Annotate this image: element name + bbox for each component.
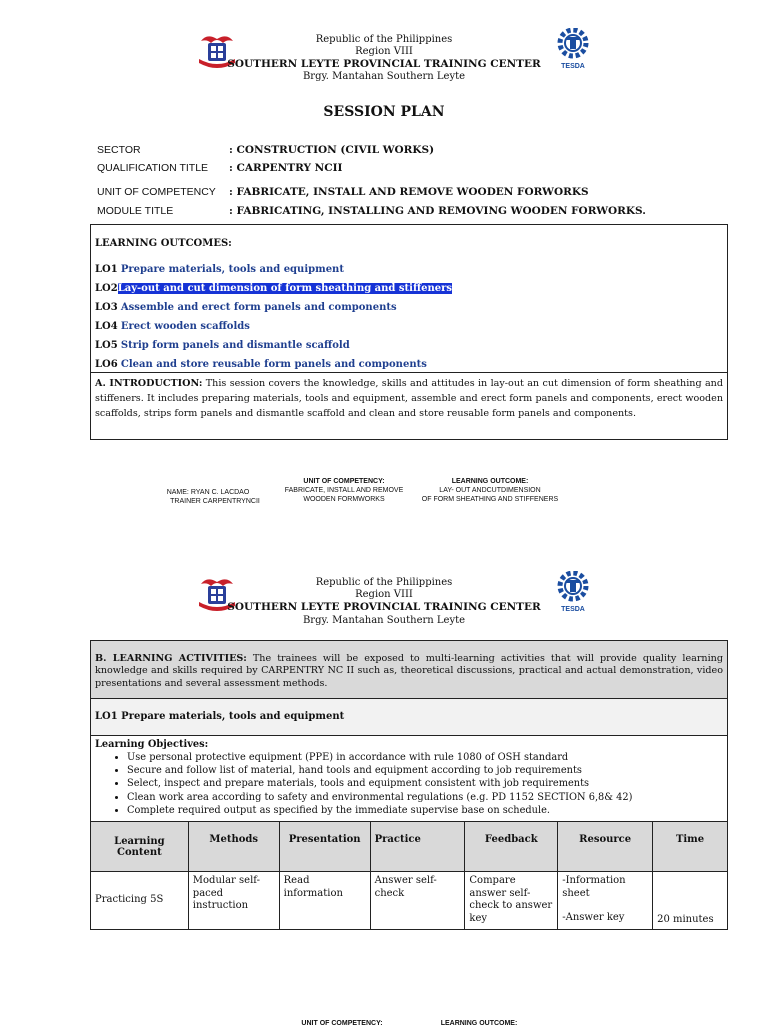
learning-activities-label: B. LEARNING ACTIVITIES: — [95, 653, 247, 664]
cell-methods: Modular self-paced instruction — [188, 872, 279, 930]
objective-item: • Select, inspect and prepare materials, tools and equipment consistent with job requirements — [127, 777, 632, 790]
cell-time: 20 minutes — [653, 872, 728, 930]
tesda-logo — [553, 571, 593, 613]
lo-code: LO2 — [95, 283, 118, 294]
lo-text: Assemble and erect form panels and components — [120, 302, 397, 313]
footer-lo-line1: LAY- OUT ANDCUTDIMENSION — [439, 487, 541, 494]
objective-item: • Use personal protective equipment (PPE) in accordance with rule 1080 of OSH standard — [127, 751, 632, 764]
col-time: Time — [653, 822, 728, 872]
header-address: Brgy. Mantahan Southern Leyte — [302, 615, 466, 626]
introduction-paragraph — [95, 376, 723, 422]
table-header-row — [91, 822, 728, 872]
cell-resource — [558, 872, 653, 930]
lo-text: Clean and store reusable form panels and components — [120, 359, 427, 370]
meta-sector — [97, 144, 434, 157]
lo-text: Prepare materials, tools and equipment — [120, 264, 344, 275]
meta-value: : CARPENTRY NCII — [229, 162, 343, 174]
lo-item-5 — [95, 339, 350, 352]
lo-code: LO5 — [95, 340, 118, 351]
lo-item-3 — [95, 301, 397, 314]
lo-code: LO3 — [95, 302, 118, 313]
meta-value: : FABRICATE, INSTALL AND REMOVE WOODEN FORWORKS — [229, 186, 589, 198]
footer2-uoc-label: UNIT OF COMPETENCY: — [301, 1020, 383, 1027]
objective-item: • Complete required output as specified by the immediate supervise base on schedule. — [127, 804, 632, 817]
header-center-name: SOUTHERN LEYTE PROVINCIAL TRAINING CENTER — [227, 58, 541, 70]
header-address: Brgy. Mantahan Southern Leyte — [302, 71, 466, 82]
lo-code: LO1 — [95, 264, 118, 275]
meta-value: : CONSTRUCTION (CIVIL WORKS) — [229, 144, 435, 156]
introduction-text: This session covers the knowledge, skills and attitudes in lay-out an cut dimension of form sheathing and stiffeners. It includes preparing materials, tools and equipment, assemble and erect form panels and components, erect wooden scaffolds, strips form panels and dismantle scaffold and clean and store reusable form panels and components. — [95, 378, 723, 420]
header-center-name: SOUTHERN LEYTE PROVINCIAL TRAINING CENTER — [227, 601, 541, 613]
lo-item-6 — [95, 358, 427, 371]
lo-text: Erect wooden scaffolds — [120, 321, 250, 332]
footer-uoc — [274, 477, 414, 504]
header-republic: Republic of the Philippines — [315, 577, 453, 588]
objective-item: • Clean work area according to safety and environmental regulations (e.g. PD 1152 SECTION 6,8& 42) — [127, 791, 632, 804]
col-feedback: Feedback — [465, 822, 558, 872]
introduction-box — [90, 372, 728, 440]
meta-label: SECTOR — [97, 144, 141, 156]
lo-code: LO4 — [95, 321, 118, 332]
footer-lo — [412, 477, 568, 504]
table-row — [91, 872, 728, 930]
meta-label: UNIT OF COMPETENCY — [97, 186, 216, 198]
tesda-logo — [553, 28, 593, 70]
learning-outcomes-box — [90, 224, 728, 373]
objective-item: • Secure and follow list of material, hand tools and equipment according to job requirements — [127, 764, 632, 777]
lo-item-1 — [95, 263, 344, 276]
col-learning-content: Learning Content — [91, 822, 189, 872]
learning-activities-box — [90, 640, 728, 699]
meta-label: QUALIFICATION TITLE — [97, 162, 209, 174]
lo-code: LO6 — [95, 359, 118, 370]
learning-objectives-box — [90, 735, 728, 822]
introduction-label: A. INTRODUCTION: — [95, 378, 203, 389]
footer-uoc-label: UNIT OF COMPETENCY: — [303, 478, 385, 485]
lo-item-4 — [95, 320, 250, 333]
footer-name — [148, 488, 268, 506]
activities-table — [90, 821, 728, 930]
lo1-title: LO1 Prepare materials, tools and equipment — [95, 711, 345, 722]
col-practice: Practice — [370, 822, 465, 872]
cell-feedback: Compare answer self-check to answer key — [465, 872, 558, 930]
resource-item: -Answer key — [562, 912, 625, 923]
tesda-logo-text: TESDA — [561, 606, 585, 613]
footer-name-sub: TRAINER CARPENTRYNCII — [170, 498, 260, 505]
lo-text-highlighted: Lay-out and cut dimension of form sheathing and stiffeners — [117, 283, 453, 294]
col-resource: Resource — [558, 822, 653, 872]
header-region: Region VIII — [355, 46, 413, 57]
meta-module-title — [97, 205, 646, 218]
meta-label: MODULE TITLE — [97, 205, 174, 217]
learning-objectives-heading: Learning Objectives: — [95, 739, 209, 750]
learning-objectives-list — [95, 751, 632, 817]
meta-unit-of-competency — [97, 186, 589, 199]
meta-value: : FABRICATING, INSTALLING AND REMOVING WOODEN FORWORKS. — [229, 205, 646, 217]
footer-lo-label: LEARNING OUTCOME: — [451, 478, 529, 485]
header-republic: Republic of the Philippines — [315, 34, 453, 45]
col-presentation: Presentation — [279, 822, 370, 872]
lo-text: Strip form panels and dismantle scaffold — [120, 340, 350, 351]
cell-practice: Answer self-check — [370, 872, 465, 930]
learning-activities-text: The trainees will be exposed to multi-learning activities that will provide quality learning knowledge and skills required by CARPENTRY NC II such as, theoretical discussions, practical and actual demonstration, video presentations and several assessment methods. — [95, 653, 724, 689]
footer-name-label: NAME: RYAN C. LACDAO — [166, 489, 250, 496]
learning-activities-paragraph — [95, 653, 723, 690]
header-region: Region VIII — [355, 589, 413, 600]
footer-uoc-line2: WOODEN FORMWORKS — [303, 496, 385, 503]
resource-item: -Information sheet — [562, 875, 626, 899]
col-methods: Methods — [188, 822, 279, 872]
footer2-lo-label: LEARNING OUTCOME: — [440, 1020, 518, 1027]
tesda-logo-text: TESDA — [561, 63, 585, 70]
cell-content: Practicing 5S — [91, 872, 189, 930]
learning-outcomes-heading: LEARNING OUTCOMES: — [95, 238, 232, 249]
lo-item-2 — [95, 282, 452, 295]
footer-lo-line2: OF FORM SHEATHING AND STIFFENERS — [421, 496, 559, 503]
meta-qualification — [97, 162, 342, 175]
page-title: SESSION PLAN — [323, 104, 445, 120]
footer-uoc-line1: FABRICATE, INSTALL AND REMOVE — [284, 487, 404, 494]
cell-presentation: Read information — [279, 872, 370, 930]
lo1-title-box — [90, 698, 728, 736]
